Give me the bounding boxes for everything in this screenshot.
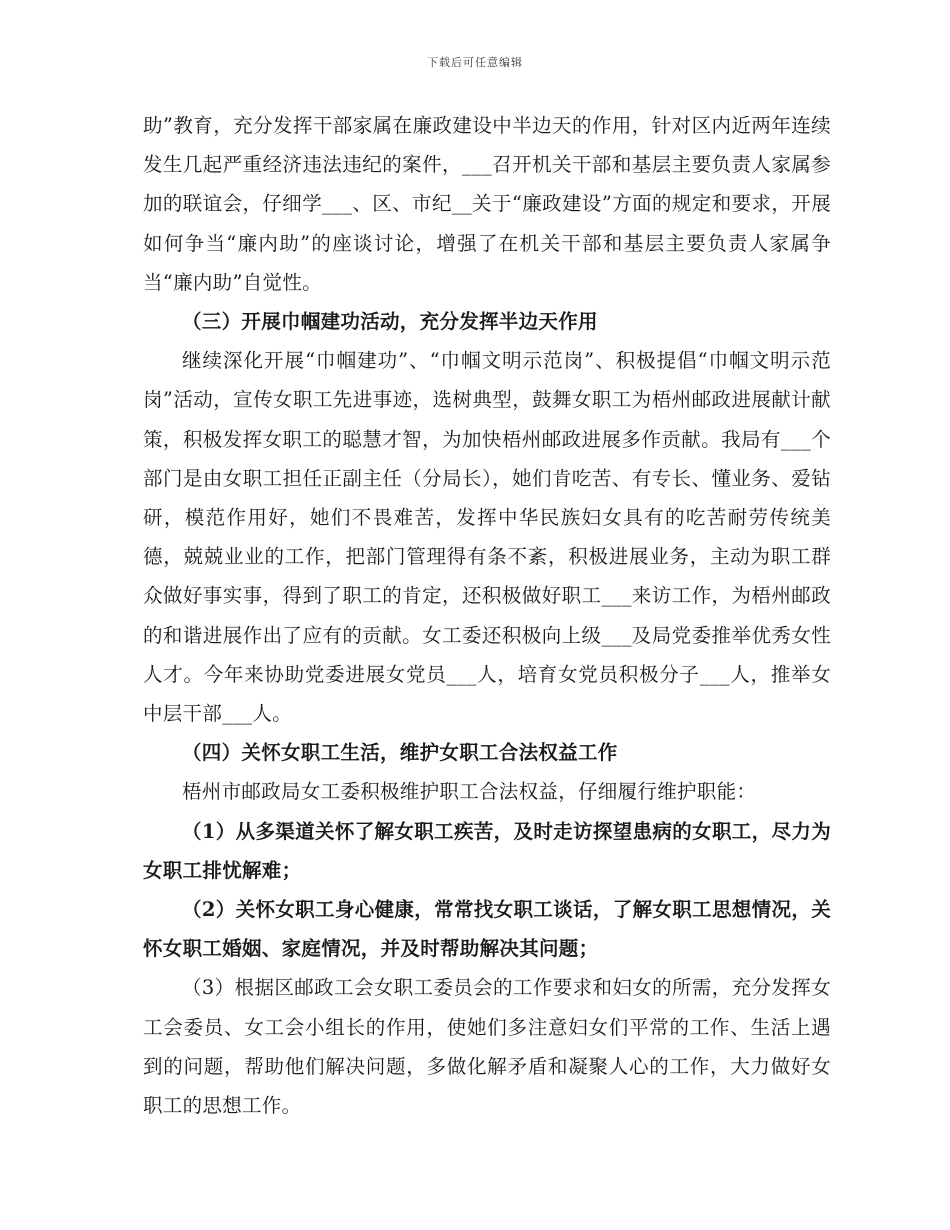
section-heading-4: （四）关怀女职工生活，维护女职工合法权益工作 bbox=[182, 741, 618, 765]
list-item-1: （1）从多渠道关怀了解女职工疾苦，及时走访探望患病的女职工，尽力为女职工排忧解难； bbox=[143, 819, 831, 882]
page-header-note: 下载后可任意编辑 bbox=[427, 56, 523, 69]
paragraph-rights-intro: 梧州市邮政局女工委积极维护职工合法权益，仔细履行维护职能： bbox=[182, 780, 757, 804]
list-item-2: （2）关怀女职工身心健康，常常找女职工谈话，了解女职工思想情况，关怀女职工婚姻、家庭情况，并及时帮助解决其问题； bbox=[143, 898, 831, 961]
document-body bbox=[143, 106, 831, 1125]
section-heading-3: （三）开展巾帼建功活动，充分发挥半边天作用 bbox=[182, 310, 598, 334]
list-item-3: （3）根据区邮政工会女职工委员会的工作要求和妇女的所需，充分发挥女工会委员、女工会小组长的作用，使她们多注意妇女们平常的工作、生活上遇到的问题，帮助他们解决问题，多做化解矛盾和凝聚人心的工作，大力做好女职工的思想工作。 bbox=[143, 976, 831, 1118]
paragraph-lian-nei-zhu: 助”教育，充分发挥干部家属在廉政建设中半边天的作用，针对区内近两年连续发生几起严重经济违法违纪的案件，___召开机关干部和基层主要负责人家属参加的联谊会，仔细学___、区、市纪__关于“廉政建设”方面的规定和要求，开展如何争当“廉内助”的座谈讨论，增强了在机关干部和基层主要负责人家属争当“廉内助”自觉性。 bbox=[143, 114, 831, 294]
paragraph-jinguo-jiangong: 继续深化开展“巾帼建功”、“巾帼文明示范岗”、积极提倡“巾帼文明示范岗”活动，宣传女职工先进事迹，选树典型，鼓舞女职工为梧州邮政进展献计献策，积极发挥女职工的聪慧才智，为加快梧州邮政进展多作贡献。我局有___个部门是由女职工担任正副主任（分局长），她们肯吃苦、有专长、懂业务、爱钻研，模范作用好，她们不畏难苦，发挥中华民族妇女具有的吃苦耐劳传统美德，兢兢业业的工作，把部门管理得有条不紊，积极进展业务，主动为职工群众做好事实事，得到了职工的肯定，还积极做好职工___来访工作，为梧州邮政的和谐进展作出了应有的贡献。女工委还积极向上级___及局党委推举优秀女性人才。今年来协助党委进展女党员___人，培育女党员积极分子___人，推举女中层干部___人。 bbox=[143, 349, 831, 726]
